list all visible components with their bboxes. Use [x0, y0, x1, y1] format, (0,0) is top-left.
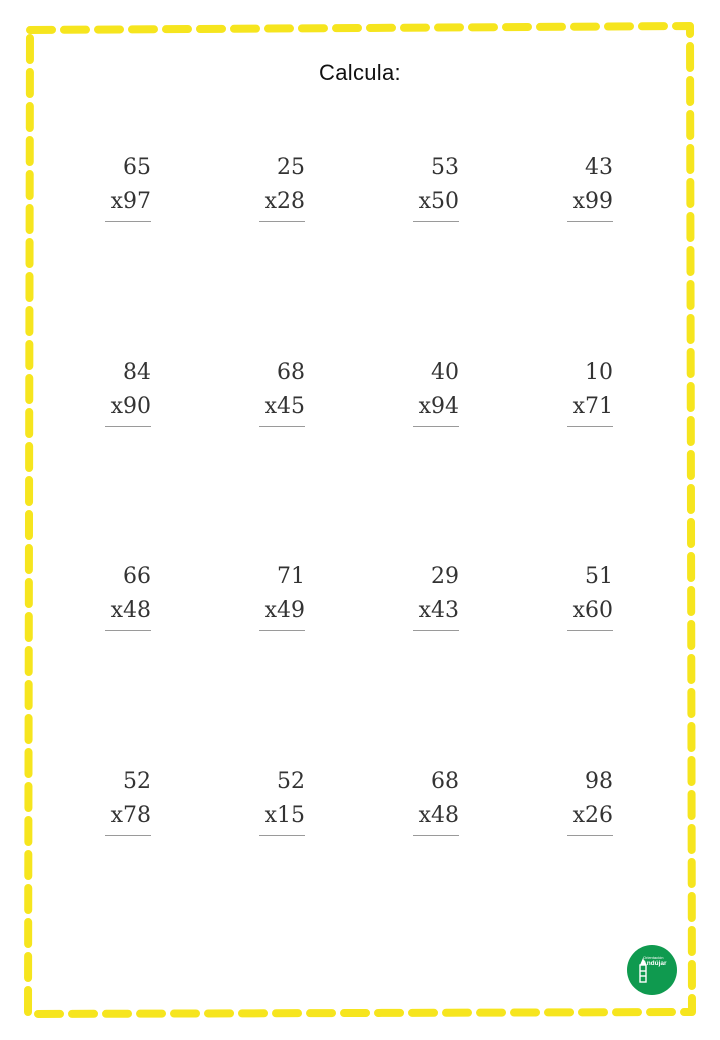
top-number: 53: [431, 155, 459, 180]
logo-brand-text: Andújar: [642, 960, 667, 967]
answer-line: [105, 630, 151, 631]
answer-line: [105, 426, 151, 427]
top-number: 29: [431, 564, 459, 589]
problem-item: [61, 560, 151, 631]
answer-line: [413, 835, 459, 836]
page-title: Calcula:: [319, 60, 401, 85]
answer-line: [105, 221, 151, 222]
top-number: 68: [431, 769, 459, 794]
pencil-icon: [627, 945, 677, 995]
problem-item: [61, 765, 151, 836]
top-number: 51: [585, 564, 613, 589]
problem-item: [523, 151, 613, 222]
top-number: 65: [123, 155, 151, 180]
answer-line: [567, 221, 613, 222]
top-number: 40: [431, 360, 459, 385]
problem-item: [215, 356, 305, 427]
answer-line: [105, 835, 151, 836]
answer-line: [259, 630, 305, 631]
bottom-number: x45: [264, 394, 305, 419]
bottom-number: x90: [110, 394, 151, 419]
problem-item: [215, 765, 305, 836]
problem-item: [523, 765, 613, 836]
top-number: 84: [123, 360, 151, 385]
bottom-number: x78: [110, 803, 151, 828]
top-number: 66: [123, 564, 151, 589]
problem-item: [523, 560, 613, 631]
top-number: 25: [277, 155, 305, 180]
bottom-number: x43: [418, 598, 459, 623]
top-number: 71: [277, 564, 305, 589]
problem-item: [369, 151, 459, 222]
bottom-number: x60: [572, 598, 613, 623]
bottom-number: x28: [264, 189, 305, 214]
problem-item: [523, 356, 613, 427]
top-number: 52: [277, 769, 305, 794]
answer-line: [567, 630, 613, 631]
top-number: 10: [585, 360, 613, 385]
bottom-number: x26: [572, 803, 613, 828]
bottom-number: x94: [418, 394, 459, 419]
top-number: 98: [585, 769, 613, 794]
answer-line: [567, 835, 613, 836]
problem-item: [369, 560, 459, 631]
logo: [627, 945, 677, 995]
problem-item: [61, 151, 151, 222]
answer-line: [413, 630, 459, 631]
answer-line: [413, 426, 459, 427]
answer-line: [567, 426, 613, 427]
top-number: 43: [585, 155, 613, 180]
answer-line: [259, 221, 305, 222]
problem-item: [215, 151, 305, 222]
bottom-number: x48: [110, 598, 151, 623]
problem-item: [369, 356, 459, 427]
logo-small-text: Orientación: [643, 955, 664, 960]
top-number: 68: [277, 360, 305, 385]
bottom-number: x15: [264, 803, 305, 828]
problem-item: [61, 356, 151, 427]
problem-item: [215, 560, 305, 631]
top-number: 52: [123, 769, 151, 794]
bottom-number: x50: [418, 189, 459, 214]
problem-item: [369, 765, 459, 836]
answer-line: [259, 835, 305, 836]
bottom-number: x99: [572, 189, 613, 214]
bottom-number: x71: [572, 394, 613, 419]
bottom-number: x48: [418, 803, 459, 828]
answer-line: [413, 221, 459, 222]
bottom-number: x49: [264, 598, 305, 623]
answer-line: [259, 426, 305, 427]
bottom-number: x97: [110, 189, 151, 214]
